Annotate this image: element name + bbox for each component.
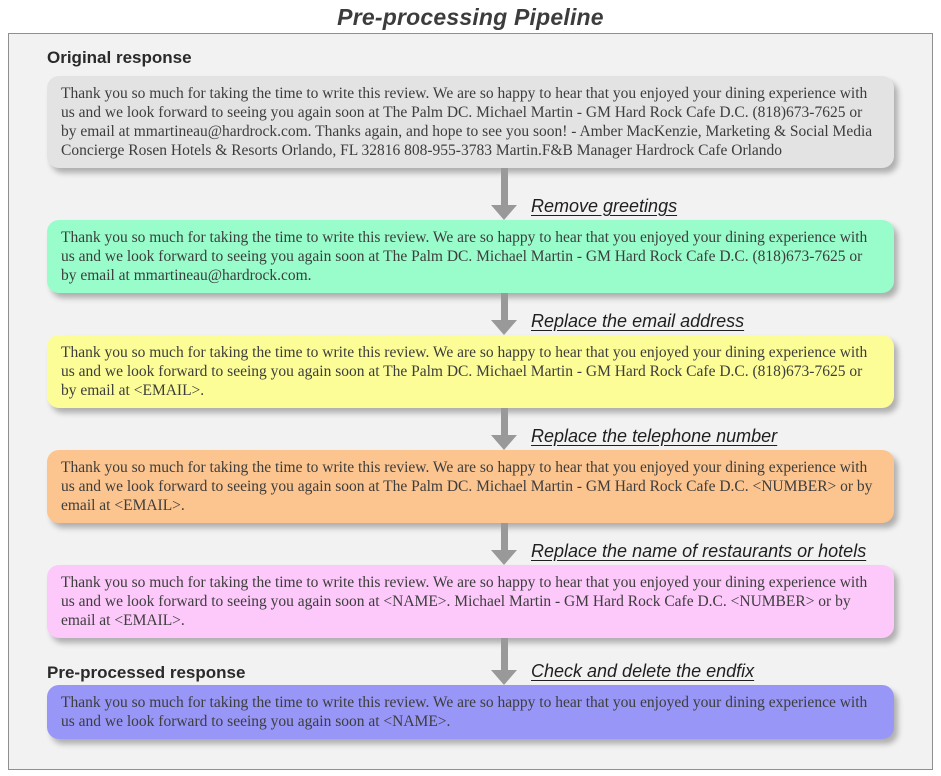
stage-box-preprocessed-response (47, 685, 894, 739)
arrow-shaft (501, 168, 508, 205)
arrow-shaft (501, 638, 508, 670)
stage-text-original-response: Thank you so much for taking the time to write this review. We are so happy to hear that you enjoyed your dining experience with us and we look forward to seeing you again soon at The Palm DC. Michael Martin - GM Hard Rock Cafe D.C. (818)673-7625 or by email at mmartineau@hardrock.com. Thanks again, and hope to see you soon! - Amber MacKenzie, Marketing & Social Media Concierge Rosen Hotels & Resorts Orlando, FL 32816 808-955-3783 Martin.F&B Manager Hardrock Cafe Orlando (61, 85, 873, 159)
stage-text-after-replace-email: Thank you so much for taking the time to write this review. We are so happy to hear that you enjoyed your dining experience with us and we look forward to seeing you again soon at The Palm DC. Michael Martin - GM Hard Rock Cafe D.C. (818)673-7625 or by email at <EMAIL>. (61, 344, 868, 399)
stage-text-after-remove-greetings: Thank you so much for taking the time to write this review. We are so happy to hear that you enjoyed your dining experience with us and we look forward to seeing you again soon at The Palm DC. Michael Martin - GM Hard Rock Cafe D.C. (818)673-7625 or by email at mmartineau@hardrock.com. (61, 229, 868, 284)
stage-box-after-replace-email (47, 335, 894, 408)
arrow-head (491, 320, 517, 335)
stage-box-after-remove-greetings (47, 220, 894, 293)
step-label-replace-name: Replace the name of restaurants or hotels (531, 541, 867, 561)
down-arrow-icon (491, 408, 517, 450)
stage-box-after-replace-name (47, 565, 894, 638)
step-label-remove-greetings: Remove greetings (531, 196, 678, 216)
arrow-shaft (501, 523, 508, 550)
step-label-delete-endfix: Check and delete the endfix (531, 661, 755, 681)
stage-text-preprocessed-response: Thank you so much for taking the time to write this review. We are so happy to hear that you enjoyed your dining experience with us and we look forward to seeing you again soon at <NAME>. (61, 694, 868, 730)
pipeline-container (8, 33, 933, 770)
stage-box-original-response (47, 76, 894, 168)
step-row-replace-number (47, 408, 894, 450)
preprocessed-response-label: Pre-processed response (47, 663, 246, 682)
arrow-shaft (501, 408, 508, 435)
stage-text-after-replace-number: Thank you so much for taking the time to write this review. We are so happy to hear that you enjoyed your dining experience with us and we look forward to seeing you again soon at The Palm DC. Michael Martin - GM Hard Rock Cafe D.C. <NUMBER> or by email at <EMAIL>. (61, 459, 873, 514)
step-row-replace-email (47, 293, 894, 335)
stage-text-after-replace-name: Thank you so much for taking the time to write this review. We are so happy to hear that you enjoyed your dining experience with us and we look forward to seeing you again soon at <NAME>. Michael Martin - GM Hard Rock Cafe D.C. <NUMBER> or by email at <EMAIL>. (61, 574, 868, 629)
arrow-head (491, 550, 517, 565)
original-response-label: Original response (47, 48, 192, 67)
arrow-head (491, 670, 517, 685)
step-row-delete-endfix (47, 638, 894, 685)
arrow-head (491, 205, 517, 220)
down-arrow-icon (491, 168, 517, 220)
stage-box-after-replace-number (47, 450, 894, 523)
down-arrow-icon (491, 293, 517, 335)
step-row-remove-greetings (47, 168, 894, 220)
step-label-replace-number: Replace the telephone number (531, 426, 778, 446)
page-title: Pre-processing Pipeline (337, 4, 604, 30)
arrow-head (491, 435, 517, 450)
step-row-replace-name (47, 523, 894, 565)
step-label-replace-email: Replace the email address (531, 311, 745, 331)
down-arrow-icon (491, 638, 517, 685)
down-arrow-icon (491, 523, 517, 565)
arrow-shaft (501, 293, 508, 320)
